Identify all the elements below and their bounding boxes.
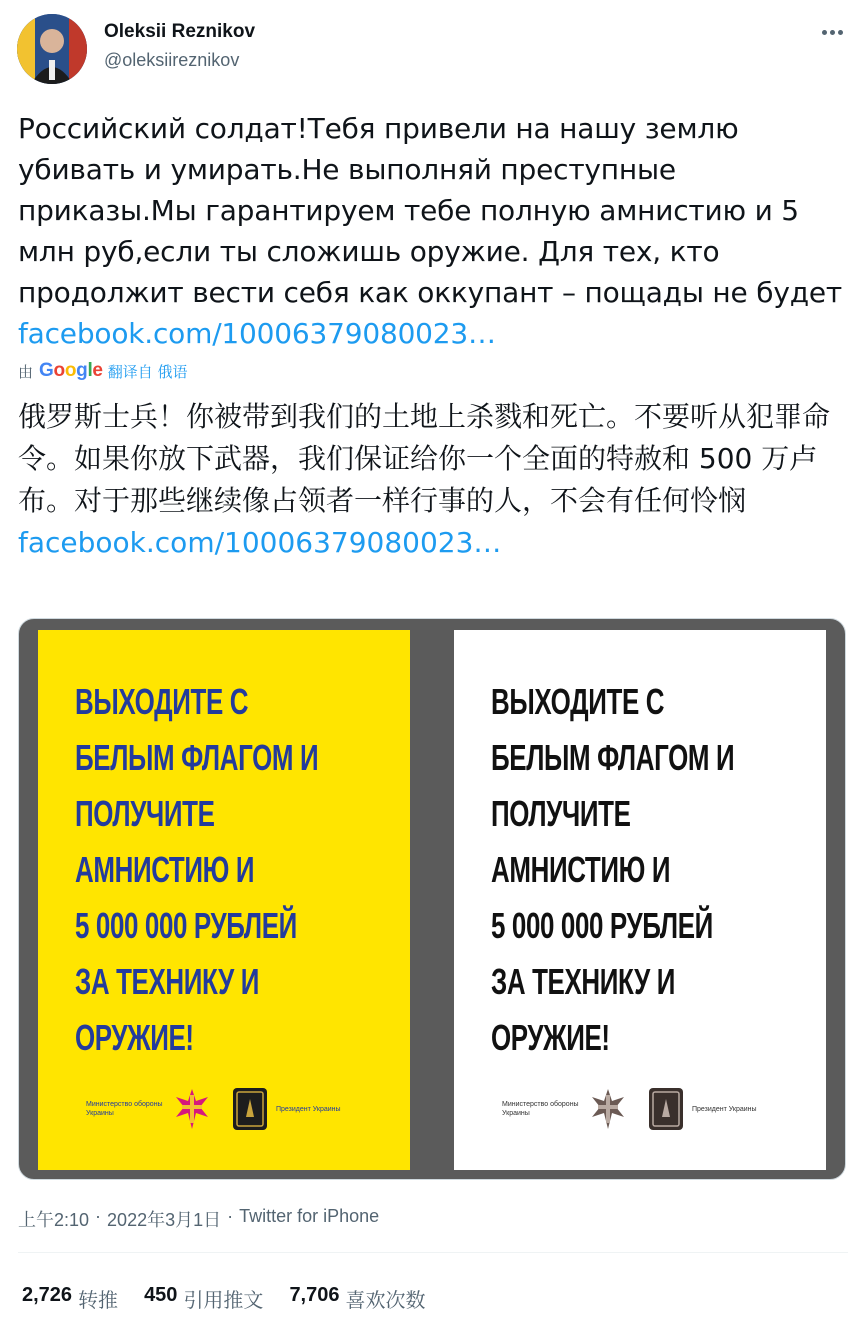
poster-line: ОРУЖИЕ! — [75, 1017, 194, 1058]
poster-line: 5 000 000 РУБЛЕЙ — [75, 905, 297, 946]
president-emblem-icon — [648, 1087, 684, 1131]
ministry-label: Министерство обороны Украины — [502, 1101, 579, 1117]
poster-line: ПОЛУЧИТЕ — [75, 793, 215, 834]
poster-yellow[interactable] — [38, 630, 410, 1170]
tweet-header — [17, 10, 848, 86]
poster-line: ЗА ТЕХНИКУ И — [75, 961, 260, 1002]
poster-line: АМНИСТИЮ И — [491, 849, 671, 890]
president-label: Президент Украины — [692, 1105, 757, 1113]
likes-label: 喜欢次数 — [345, 1290, 426, 1312]
poster-line: БЕЛЫМ ФЛАГОМ И — [75, 737, 319, 778]
tweet-body: Российский солдат!Тебя привели на нашу землю убивать и умирать.Не выполняй преступные приказы.Мы гарантируем тебе полную амнистию и 5 млн руб,если ты сложишь оружие. Для тех, кто продолжит вести себя как оккупант – пощады не будет — [18, 112, 842, 309]
tweet-date[interactable]: 2022年3月1日 — [107, 1210, 222, 1230]
translated-body: 俄罗斯士兵！你被带到我们的土地上杀戮和死亡。不要听从犯罪命令。如果你放下武器，我们保证给你一个全面的特赦和 500 万卢布。对于那些继续像占领者一样行事的人，不会有任何怜悯 — [18, 400, 831, 517]
author-handle[interactable]: @oleksiireznikov — [104, 50, 240, 70]
likes-count: 7,706 — [289, 1284, 340, 1306]
poster-line: ОРУЖИЕ! — [491, 1017, 610, 1058]
quotes-stat[interactable] — [144, 1284, 263, 1313]
poster-white[interactable] — [454, 630, 826, 1170]
poster-line: ВЫХОДИТЕ С — [75, 681, 249, 722]
avatar-image — [17, 14, 87, 84]
poster-line: ПОЛУЧИТЕ — [491, 793, 631, 834]
translated-text — [18, 396, 848, 564]
poster-line: БЕЛЫМ ФЛАГОМ И — [491, 737, 735, 778]
retweets-label: 转推 — [78, 1290, 119, 1312]
tweet-time[interactable]: 上午2:10 — [18, 1210, 90, 1230]
translation-source-language[interactable]: 翻译自 俄语 — [107, 362, 188, 381]
ministry-label: Министерство обороны Украины — [86, 1101, 163, 1117]
president-label: Президент Украины — [276, 1105, 341, 1113]
poster-line: АМНИСТИЮ И — [75, 849, 255, 890]
ministry-emblem-icon — [590, 1087, 626, 1131]
tweet-source[interactable]: Twitter for iPhone — [239, 1206, 380, 1226]
quotes-label: 引用推文 — [183, 1290, 264, 1312]
author-name[interactable]: Oleksii Reznikov — [104, 21, 256, 42]
tweet-meta — [18, 1206, 379, 1232]
tweet-link[interactable]: facebook.com/10006379080023… — [18, 317, 496, 350]
retweets-stat[interactable] — [22, 1284, 118, 1313]
translation-attribution — [18, 358, 187, 384]
poster-line: 5 000 000 РУБЛЕЙ — [491, 905, 713, 946]
president-emblem-icon — [232, 1087, 268, 1131]
poster-footer — [86, 1084, 356, 1134]
google-logo: Google — [39, 360, 103, 381]
translated-link[interactable]: facebook.com/10006379080023… — [18, 526, 502, 559]
divider — [18, 1252, 848, 1253]
poster-line: ЗА ТЕХНИКУ И — [491, 961, 676, 1002]
poster-line: ВЫХОДИТЕ С — [491, 681, 665, 722]
retweets-count: 2,726 — [22, 1284, 73, 1306]
tweet-stats — [22, 1284, 426, 1313]
likes-stat[interactable] — [289, 1284, 425, 1313]
meta-separator: · — [95, 1206, 102, 1226]
quotes-count: 450 — [144, 1284, 178, 1306]
avatar[interactable] — [17, 14, 87, 84]
meta-separator: · — [227, 1206, 234, 1226]
more-options-icon[interactable] — [816, 20, 848, 44]
tweet-text — [18, 108, 848, 354]
poster-headline — [491, 674, 808, 1066]
ministry-emblem-icon — [174, 1087, 210, 1131]
poster-headline — [75, 674, 392, 1066]
poster-footer — [502, 1084, 772, 1134]
translation-prefix: 由 — [18, 362, 34, 381]
media-attachment[interactable] — [18, 618, 846, 1180]
